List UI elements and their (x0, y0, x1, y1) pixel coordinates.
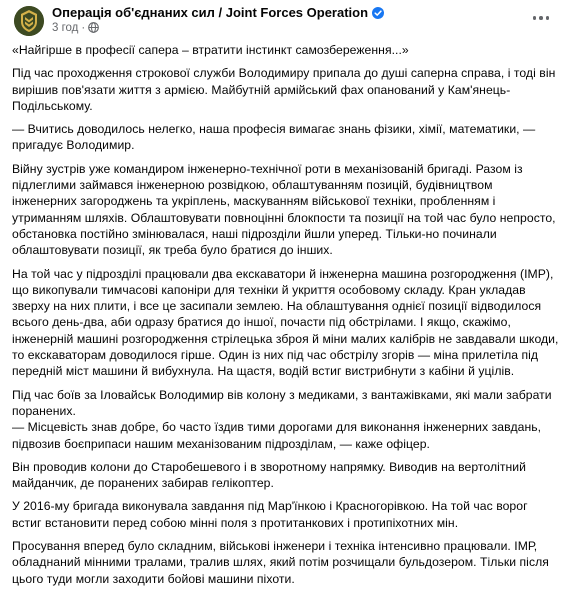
post-paragraph-9: У 2016-му бригада виконувала завдання під Мар'їнкою і Красногорівкою. На той час ворог встиг встановити перед собою мінні поля з протитанкових і протипіхотних мін. (12, 499, 528, 530)
post-paragraph-8: Він проводив колони до Старобешевого і в зворотному напрямку. Виводив на вертолітний майданчик, де поранених забирав гелікоптер. (12, 459, 527, 491)
post-meta (52, 22, 99, 34)
post-body (12, 42, 559, 587)
post-paragraph-7: — Місцевість знав добре, бо часто їздив тими дорогами для виконання інженерних завдань, підвозив боєприпаси нашим механізованим підрозділам, — каже офіцер. (12, 420, 542, 451)
verified-badge-icon (372, 7, 384, 19)
post-paragraph-4: Війну зустрів уже командиром інженерно-технічної роти в механізованій бригаді. Разом із підлеглими займався інженерною розвідкою, облаштуванням позицій, будівництвом інженерних загороджень та укріплень, маскуванням військової техніки, пробленням і утриманням шляхів. Облаштовувати повноцінні блокпости та позиції на той час було непросто, обстановка постійно змінювалася, наші підрозділи йшли уперед. Тільки-но починали облаштовувати позиції, як треба було братися до інших. (12, 161, 556, 258)
page-name[interactable] (52, 5, 384, 20)
post-paragraph-6: Під час боїв за Іловайськ Володимир вів колону з медиками, з вантажівками, які мали забрати поранених. (12, 387, 552, 418)
post-paragraph-3: — Вчитись доводилось нелегко, наша професія вимагає знань фізики, хімії, математики, — пригадує Володимир. (12, 122, 536, 153)
military-emblem-icon[interactable] (14, 6, 44, 36)
meta-separator: · (81, 22, 86, 34)
post-header (12, 0, 559, 42)
post-timestamp[interactable]: 3 год (52, 22, 79, 34)
more-options-icon[interactable] (529, 8, 553, 28)
globe-icon (88, 22, 99, 33)
page-name-text[interactable]: Операція об'єднаних сил / Joint Forces Operation (52, 5, 369, 20)
post-paragraph-5: На той час у підрозділі працювали два екскаватори й інженерна машина розгородження (ІМР), що викопували тимчасові капоніри для техніки й укриття особовому складу. Кран укладав зверху на них плити, і все це засипали землею. На облаштування однієї позиції відводилося всього день-два, аби одразу братися до іншої, почасти під обстрілами. І якщо, скажімо, інженерній машині розгородження стрілецька зброя й міни малих калібрів не завдавали шкоди, то екскаваторам доводилося гірше. Один із них під час обстрілу згорів — міна прилетіла під передній міст машини й вибухнула. На щастя, водій встиг вистрибнути з кабіни й уцілів. (12, 266, 559, 379)
post-paragraph-10: Просування вперед було складним, військові інженери і техніка інтенсивно працювали. ІМР, обладнаний мінними тралами, тралив шлях, який потім розчищали бульдозером. Тільки після цього туди могли заходити бойові машини піхоти. (12, 539, 549, 586)
post-paragraph-1: «Найгірше в професії сапера – втратити інстинкт самозбереження...» (12, 43, 409, 57)
post-paragraph-2: Під час проходження строкової служби Володимиру припала до душі саперна справа, і тоді він вирішив пов'язати життя з армією. Майбутній армійський фах опанований у Кам'янець-Подільському. (12, 66, 556, 113)
